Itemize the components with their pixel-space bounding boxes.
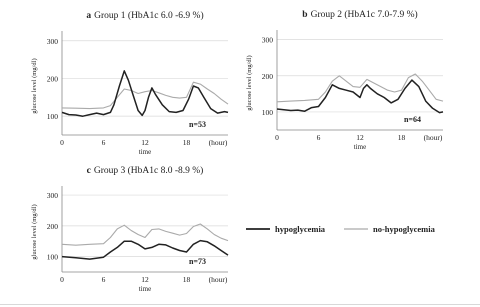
panel-a-y-tick-label: 100 [46,112,58,122]
panel-c-n-label: n=73 [188,257,206,266]
panel-c-x-tick-label: 18 [182,275,191,284]
panel-b-title [302,9,417,20]
panel-c-y-axis-label: glucose level (mg/dl) [31,204,38,260]
panel-b-x-tick-label: 0 [275,133,279,142]
legend-label-no-hypoglycemia: no-hypoglycemia [373,224,435,234]
panel-c-title [87,165,204,176]
panel-a-x-tick-label: 18 [182,138,191,147]
panel-b-y-tick-label: 200 [261,71,273,81]
bottom-rule [0,304,480,305]
panel-a-x-tick-label: 6 [101,138,106,147]
panel-b-series-hypoglycemia [277,80,443,113]
panel-c-title-text: Group 3 (HbA1c 8.0 -8.9 %) [93,166,204,176]
panel-b-n-label: n=64 [403,115,421,124]
panel-b-y-axis-label: glucose level (mg/dl) [246,55,253,111]
panel-c-series-no-hypoglycemia [62,224,228,245]
panel-b-x-unit: (hour) [423,133,443,142]
panel-a-letter: a [86,11,92,21]
panel-c-y-tick-label: 200 [46,221,58,231]
panel-b-title-text: Group 2 (HbA1c 7.0-7.9 %) [310,10,418,20]
panel-b-x-tick-label: 6 [316,133,321,142]
panel-c-letter: c [86,166,91,176]
panel-a-x-tick-label: 0 [60,138,64,147]
panel-a-y-axis-label: glucose level (mg/dl) [31,58,38,114]
panel-a-y-tick-label: 200 [46,74,58,84]
panel-a-y-tick-label: 300 [46,36,58,46]
panel-c-x-unit: (hour) [208,275,228,284]
panel-b-y-tick-label: 100 [261,107,273,117]
panel-a-title [86,10,203,21]
panel-c-x-axis-label: time [138,285,152,293]
panel-b-x-axis-label: time [353,143,367,151]
panel-b-x-tick-label: 12 [356,133,364,142]
panel-a-series-hypoglycemia [62,71,228,116]
panel-a-x-axis-label: time [138,148,152,156]
panel-c-y-tick-label: 300 [46,191,58,201]
panel-c-x-tick-label: 12 [141,275,149,284]
panel-a-x-unit: (hour) [208,138,228,147]
panel-a-title-text: Group 1 (HbA1c 6.0 -6.9 %) [94,11,204,21]
panel-a-x-tick-label: 12 [141,138,149,147]
legend-label-hypoglycemia: hypoglycemia [275,224,326,234]
panel-b-y-tick-label: 300 [261,35,273,45]
panel-a-n-label: n=53 [188,120,206,129]
panel-c-x-tick-label: 6 [101,275,106,284]
panel-c-x-tick-label: 0 [60,275,64,284]
panel-b-letter: b [302,10,308,20]
panel-c-y-tick-label: 100 [46,252,58,262]
panel-b-x-tick-label: 18 [397,133,406,142]
